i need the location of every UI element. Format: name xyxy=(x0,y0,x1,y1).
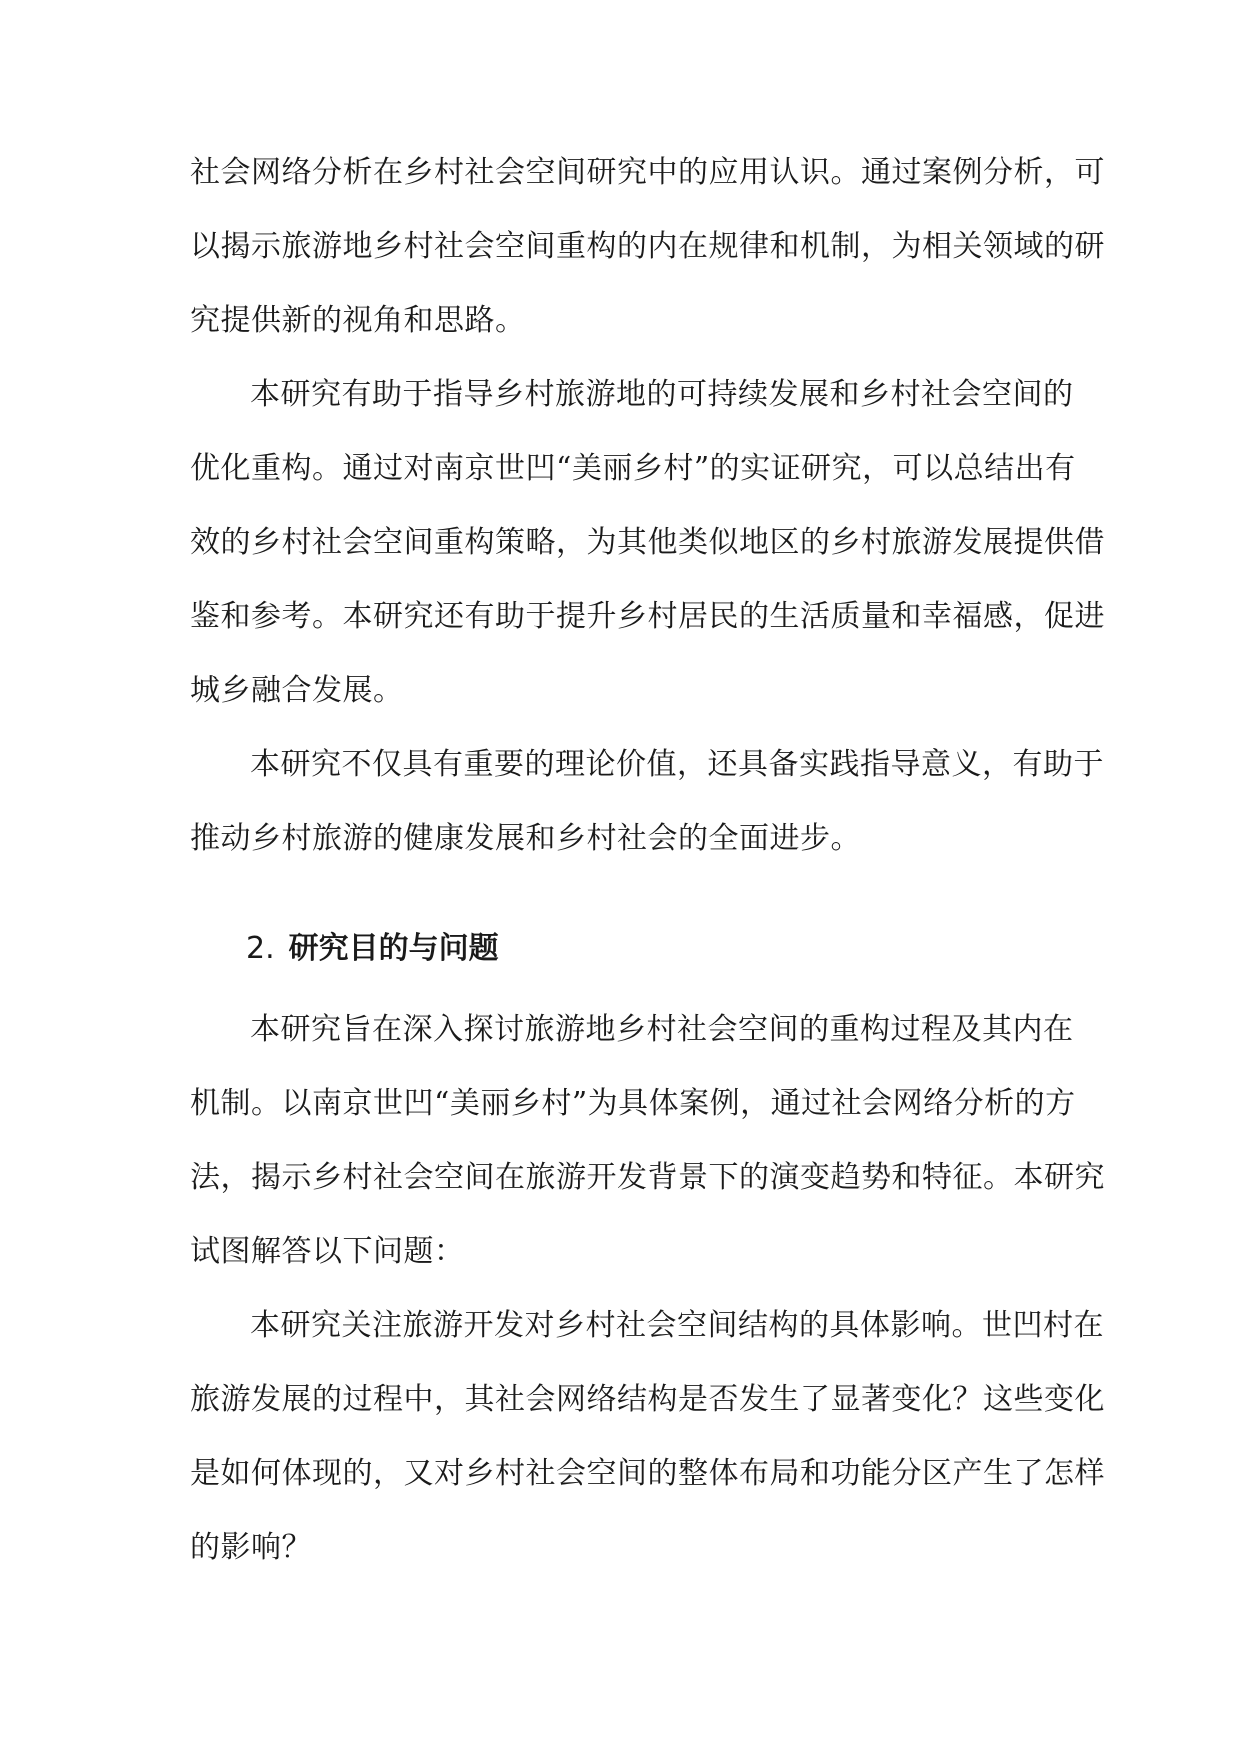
text-line: 城乡融合发展。 xyxy=(190,673,404,708)
text-line: 机制。以南京世凹“美丽乡村”为具体案例，通过社会网络分析的方 xyxy=(190,1086,1076,1121)
section-number: 2. xyxy=(246,931,275,966)
text-line: 效的乡村社会空间重构策略，为其他类似地区的乡村旅游发展提供借 xyxy=(190,525,1105,560)
text-line: 社会网络分析在乡村社会空间研究中的应用认识。通过案例分析，可 xyxy=(190,155,1105,190)
paragraph-significance-practice xyxy=(190,358,1105,728)
section-heading xyxy=(246,923,499,967)
text-line: 本研究不仅具有重要的理论价值，还具备实践指导意义，有助于 xyxy=(250,747,1104,782)
text-line: 推动乡村旅游的健康发展和乡村社会的全面进步。 xyxy=(190,821,861,856)
paragraph-significance-theory xyxy=(190,136,1105,358)
text-line: 优化重构。通过对南京世凹“美丽乡村”的实证研究，可以总结出有 xyxy=(190,451,1076,486)
text-line: 以揭示旅游地乡村社会空间重构的内在规律和机制，为相关领域的研 xyxy=(190,229,1105,264)
text-line: 法，揭示乡村社会空间在旅游开发背景下的演变趋势和特征。本研究 xyxy=(190,1160,1105,1195)
text-line: 鉴和参考。本研究还有助于提升乡村居民的生活质量和幸福感，促进 xyxy=(190,599,1105,634)
section-title: 研究目的与问题 xyxy=(288,931,499,966)
text-line: 试图解答以下问题： xyxy=(190,1234,465,1269)
text-line: 是如何体现的，又对乡村社会空间的整体布局和功能分区产生了怎样 xyxy=(190,1456,1105,1491)
text-line: 的影响？ xyxy=(190,1530,312,1565)
paragraph-significance-summary xyxy=(190,728,1104,876)
paragraph-research-purpose xyxy=(190,993,1105,1289)
text-line: 本研究有助于指导乡村旅游地的可持续发展和乡村社会空间的 xyxy=(250,377,1074,412)
paragraph-research-question xyxy=(190,1289,1105,1585)
text-line: 究提供新的视角和思路。 xyxy=(190,303,526,338)
text-line: 本研究旨在深入探讨旅游地乡村社会空间的重构过程及其内在 xyxy=(250,1012,1074,1047)
text-line: 旅游发展的过程中，其社会网络结构是否发生了显著变化？这些变化 xyxy=(190,1382,1105,1417)
text-line: 本研究关注旅游开发对乡村社会空间结构的具体影响。世凹村在 xyxy=(250,1308,1104,1343)
